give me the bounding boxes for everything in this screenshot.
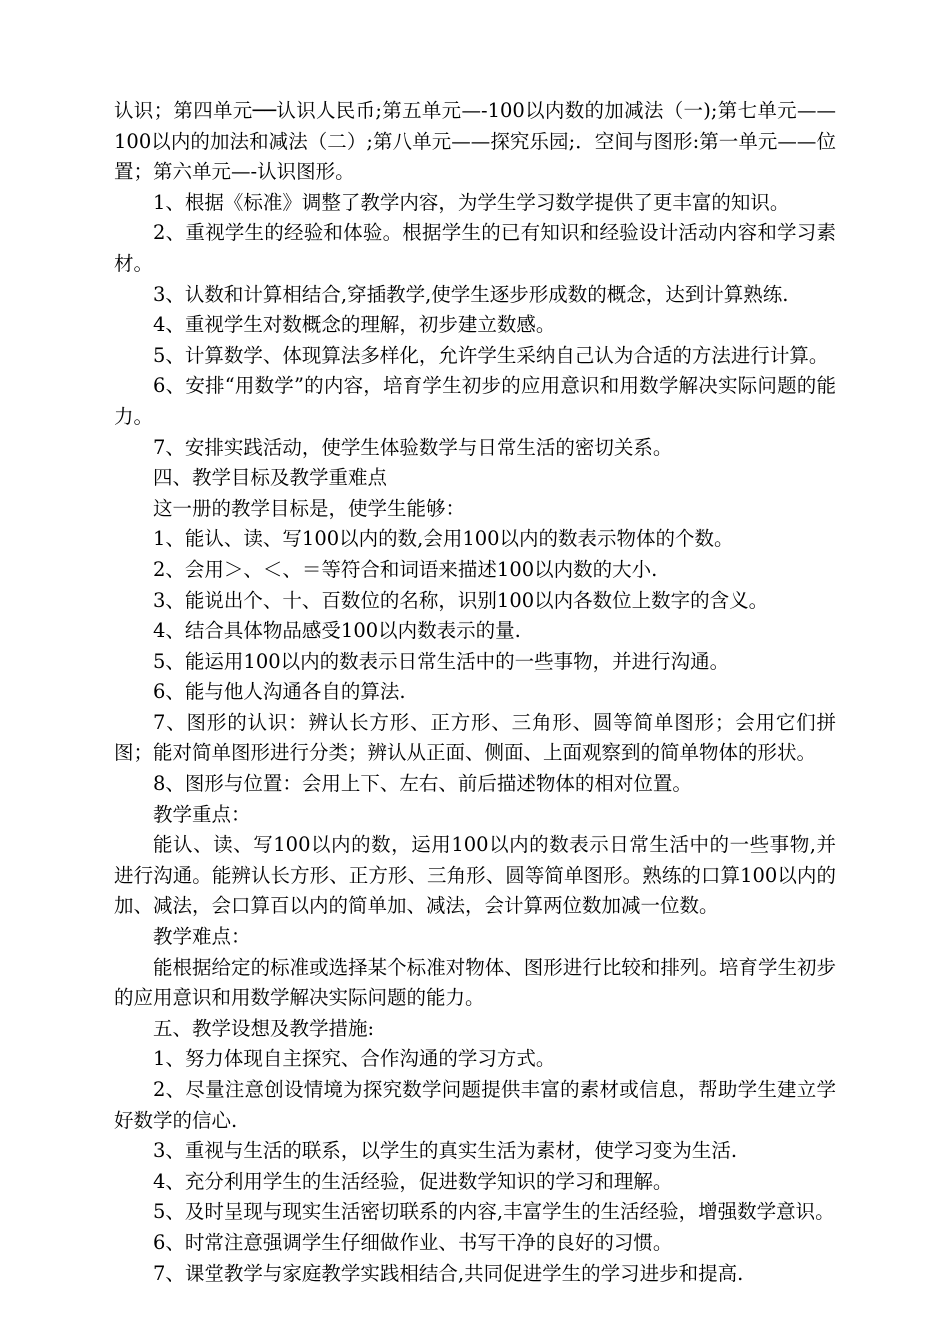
paragraph: 3、能说出个、十、百数位的名称，识别100以内各数位上数字的含义。 [153, 588, 769, 612]
paragraph: 2、尽量注意创设情境为探究数学问题提供丰富的素材或信息，帮助学生建立学好数学的信心. [114, 1078, 836, 1132]
paragraph: 能根据给定的标准或选择某个标准对物体、图形进行比较和排列。培育学生初步的应用意识和用数学解决实际问题的能力。 [114, 955, 836, 1010]
paragraph: 7、图形的认识：辨认长方形、正方形、三角形、圆等简单图形；会用它们拼图；能对简单图形进行分类；辨认从正面、侧面、上面观察到的简单物体的形状。 [114, 710, 836, 765]
paragraph: 1、努力体现自主探究、合作沟通的学习方式。 [153, 1047, 556, 1071]
paragraph: 2、重视学生的经验和体验。根据学生的已有知识和经验设计活动内容和学习素材。 [114, 221, 836, 275]
paragraph: 5、计算数学、体现算法多样化，允许学生采纳自己认为合适的方法进行计算。 [153, 343, 829, 367]
paragraph: 认识；第四单元──认识人民币;第五单元—-100以内数的加减法（一);第七单元——100以内的加法和减法（二）;第八单元——探究乐园;．空间与图形:第一单元——位置；第六单元—-认识图形。 [114, 99, 836, 184]
paragraph: 7、安排实践活动，使学生体验数学与日常生活的密切关系。 [153, 435, 673, 459]
paragraph: 6、时常注意强调学生仔细做作业、书写干净的良好的习惯。 [153, 1230, 673, 1254]
paragraph: 这一册的教学目标是，使学生能够： [153, 496, 466, 520]
paragraph: 2、会用＞、＜、＝等符合和词语来描述100以内数的大小. [153, 557, 658, 581]
paragraph: 教学重点： [153, 802, 251, 826]
paragraph: 7、课堂教学与家庭教学实践相结合,共同促进学生的学习进步和提高. [153, 1261, 744, 1285]
paragraph: 4、重视学生对数概念的理解，初步建立数感。 [153, 313, 556, 337]
paragraph: 1、根据《标准》调整了教学内容，为学生学习数学提供了更丰富的知识。 [153, 190, 790, 214]
paragraph: 五、教学设想及教学措施: [153, 1016, 375, 1040]
paragraph: 6、安排“用数学”的内容，培育学生初步的应用意识和用数学解决实际问题的能力。 [114, 374, 836, 428]
paragraph: 5、及时呈现与现实生活密切联系的内容,丰富学生的生活经验，增强数学意识。 [153, 1200, 835, 1224]
paragraph: 教学难点： [153, 925, 251, 949]
paragraph: 3、认数和计算相结合,穿插教学,使学生逐步形成数的概念，达到计算熟练. [153, 282, 789, 306]
paragraph: 6、能与他人沟通各自的算法. [153, 680, 406, 704]
paragraph: 四、教学目标及教学重难点 [153, 466, 388, 490]
paragraph: 4、结合具体物品感受100以内数表示的量. [153, 619, 521, 643]
paragraph: 8、图形与位置：会用上下、左右、前后描述物体的相对位置。 [153, 772, 692, 796]
paragraph: 3、重视与生活的联系，以学生的真实生活为素材，使学习变为生活. [153, 1139, 738, 1163]
paragraph: 能认、读、写100以内的数，运用100以内的数表示日常生活中的一些事物,并进行沟通。能辨认长方形、正方形、三角形、圆等简单图形。熟练的口算100以内的加、减法，会口算百以内的简单加、减法，会计算两位数加减一位数。 [114, 833, 836, 918]
paragraph: 1、能认、读、写100以内的数,会用100以内的数表示物体的个数。 [153, 527, 734, 551]
paragraph: 5、能运用100以内的数表示日常生活中的一些事物，并进行沟通。 [153, 649, 730, 673]
paragraph: 4、充分利用学生的生活经验，促进数学知识的学习和理解。 [153, 1169, 673, 1193]
document-body [114, 96, 836, 1289]
